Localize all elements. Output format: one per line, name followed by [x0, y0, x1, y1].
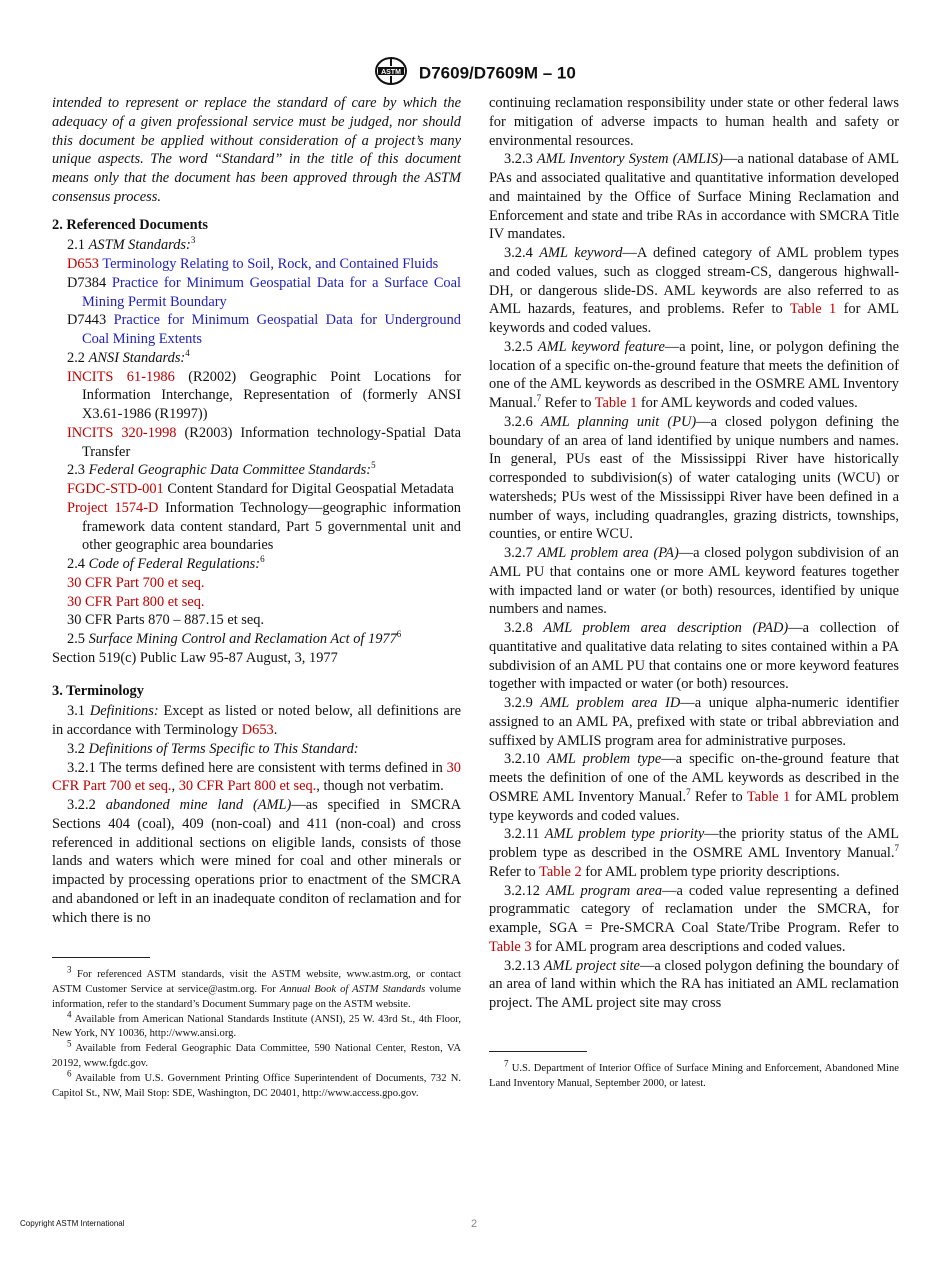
- link-table-1[interactable]: Table 1: [789, 301, 837, 318]
- link-cfr-700[interactable]: 30 CFR Part 700 et seq.: [52, 759, 461, 795]
- standard-designation: D7609/D7609M – 10: [418, 63, 576, 83]
- section-3-2-3: 3.2.3 AML Inventory System (AMLIS)—a national database of AML PAs and associated qualitative and quantitative information developed and maintained by the Office of Surface Mining Reclamation and Enforcement and state and tribe RAs in accordance with SMCRA Title IV mandates.: [489, 151, 899, 243]
- section-3-2-5: 3.2.5 AML keyword feature—a point, line, or polygon defining the location of a specific on-the-ground feature that meets the definition of one of the AML keywords as described in the OSMRE AML Inventory Manual.$^7$ Refer to Table 1 for AML keywords and coded values.: [489, 338, 899, 411]
- section-2-3: 2.3 Federal Geographic Data Committee Standards:$^5$: [67, 460, 376, 479]
- section-2-5-sub: Section 519(c) Public Law 95-87 August, 3, 1977: [52, 649, 338, 666]
- right-column: [489, 94, 899, 1091]
- section-3-2-1: 3.2.1 The terms defined here are consistent with terms defined in 30 CFR Part 700 et seq., 30 CFR Part 800 et seq., though not verbatim.: [52, 759, 461, 795]
- section-3-2: 3.2 Definitions of Terms Specific to This Standard:: [67, 740, 359, 757]
- footnotes-right: [489, 1058, 899, 1092]
- ref-cfr-800[interactable]: 30 CFR Part 800 et seq.: [67, 593, 205, 610]
- footnote-4: $^4$ Available from American National Standards Institute (ANSI), 25 W. 43rd St., 4th Floor, New York, NY 10036, http://www.ansi.org.: [52, 1009, 461, 1040]
- section-3-1: 3.1 Definitions: Except as listed or noted below, all definitions are in accordance with Terminology D653.: [52, 703, 461, 738]
- ref-d7384[interactable]: D7384 Practice for Minimum Geospatial Data for a Surface Coal Mining Permit Boundary: [67, 274, 461, 310]
- section-3-2-6: 3.2.6 AML planning unit (PU)—a closed polygon defining the boundary of an area of land identified by unique numbers and names. In general, PUs east of the Mississippi River have historically corresponded to subdivision(s) of water cataloging units (WCU) or watersheds; PUs west of the Mississippi River have been defined in a number of ways, including quadrangles, grazing districts, townships, counties, or entire WCU.: [489, 413, 899, 543]
- ref-d653[interactable]: [52, 255, 461, 274]
- page-number: 2: [471, 1218, 478, 1230]
- section-3-heading: 3. Terminology: [52, 682, 144, 699]
- copyright-notice: Copyright ASTM International: [20, 1219, 125, 1228]
- ref-fgdc: FGDC-STD-001 Content Standard for Digital Geospatial Metadata: [67, 481, 454, 497]
- ref-incits-61: INCITS 61-1986 (R2002) Geographic Point Locations for Information Interchange, Representation of (formerly ANSI X3.61-1986 (R1997)): [67, 368, 461, 422]
- svg-text:ASTM: ASTM: [381, 69, 402, 76]
- page-header: [0, 56, 950, 91]
- astm-logo-icon: [374, 56, 408, 91]
- section-2-1: 2.1 ASTM Standards:$^3$: [67, 235, 196, 254]
- section-3-2-7: 3.2.7 AML problem area (PA)—a closed polygon subdivision of an AML PU that contains one or more AML keyword features together with impacted land or water (or both) resources, identified by unique numbers and names.: [489, 545, 899, 618]
- ref-project: Project 1574-D Information Technology—geographic information framework data content standard, Part 5 governmental unit and other geographic area boundaries: [67, 499, 461, 554]
- intro-paragraph: intended to represent or replace the standard of care by which the adequacy of a given professional service must be judged, nor should this document be applied without consideration of a project’s many unique aspects. The word “Standard” in the title of this document means only that the document has been approved through the ASTM consensus process.: [52, 95, 461, 205]
- link-table-2[interactable]: Table 2: [539, 863, 582, 880]
- footnote-5: $^5$ Available from Federal Geographic Data Committee, 590 National Center, Reston, VA 20192, www.fgdc.gov.: [52, 1038, 461, 1070]
- link-table-1[interactable]: Table 1: [594, 395, 638, 411]
- section-3-2-12: 3.2.12 AML program area—a coded value representing a defined programmatic category of reclamation under the SMCRA, for example, SGA = Pre-SMCRA Coal State/Tribe Program. Refer to Table 3 for AML program area descriptions and coded values.: [489, 882, 899, 955]
- section-3-2-10: 3.2.10 AML problem type—a specific on-the-ground feature that meets the definition of one of the AML keywords as described in the OSMRE AML Inventory Manual.$^7$ Refer to Table 1 for AML problem type keywords and coded values.: [489, 751, 899, 824]
- section-2-heading: 2. Referenced Documents: [52, 216, 208, 233]
- footnote-6: $^6$ Available from U.S. Government Printing Office Superintendent of Documents, 732 N. Capitol St., NW, Mail Stop: SDE, Washington, DC 20401, http://www.access.gpo.gov.: [52, 1068, 461, 1099]
- ref-d653-title[interactable]: Terminology Relating to Soil, Rock, and Contained Fluids: [102, 256, 439, 272]
- ref-fgdc-link[interactable]: FGDC-STD-001: [67, 481, 164, 497]
- link-table-1[interactable]: Table 1: [746, 788, 791, 805]
- footnote-7: $^7$ U.S. Department of Interior Office of Surface Mining and Enforcement, Abandoned Mine Land Inventory Manual, September 2000, or latest.: [489, 1058, 899, 1089]
- ref-d7384-title[interactable]: Practice for Minimum Geospatial Data for a Surface Coal Mining Permit Boundary: [82, 274, 461, 310]
- link-cfr-800[interactable]: 30 CFR Part 800 et seq.: [178, 778, 317, 795]
- ref-d7443[interactable]: D7443 Practice for Minimum Geospatial Data for Underground Coal Mining Extents: [67, 312, 461, 347]
- section-3-2-11: 3.2.11 AML problem type priority—the priority status of the AML problem type as described in the OSMRE AML Inventory Manual.$^7$ Refer to Table 2 for AML problem type priority descriptions.: [489, 826, 900, 880]
- ref-cfr-870: 30 CFR Parts 870 – 887.15 et seq.: [67, 612, 265, 629]
- left-column: [52, 94, 461, 1101]
- section-2-4: 2.4 Code of Federal Regulations:$^6$: [67, 554, 265, 572]
- ref-incits-61-link[interactable]: INCITS 61-1986: [67, 368, 175, 385]
- section-2-5: 2.5 Surface Mining Control and Reclamation Act of 1977$^6$: [67, 629, 402, 647]
- ref-d7443-title[interactable]: Practice for Minimum Geospatial Data for Underground Coal Mining Extents: [82, 312, 461, 347]
- section-3-2-4: 3.2.4 AML keyword—A defined category of AML problem types and coded values, such as clogged stream-CS, dangerous highwall-DH, or dangerous slide-DS. AML keywords are also referred to as AML hazards, features, and problems. Refer to Table 1 for AML keywords and coded values.: [489, 245, 900, 336]
- ref-project-link[interactable]: Project 1574-D: [67, 499, 159, 516]
- ref-incits-320-link[interactable]: INCITS 320-1998: [67, 424, 177, 441]
- ref-cfr-700[interactable]: 30 CFR Part 700 et seq.: [67, 574, 205, 591]
- footnote-rule: [489, 1051, 587, 1052]
- section-3-2-8: 3.2.8 AML problem area description (PAD)—a collection of quantitative and qualitative data relating to sites contained within a PA subdivision of an AML PU that contains one or more keyword features together with impacted or water (or both) resources.: [489, 620, 899, 693]
- continuation-paragraph: continuing reclamation responsibility under state or other federal laws for mitigation of adverse impacts to human health and safety or environmental resources.: [489, 95, 899, 149]
- section-3-2-2: 3.2.2 abandoned mine land (AML)—as specified in SMCRA Sections 404 (coal), 409 (non-coal) and 411 (non-coal) and cross referenced in additional sections on eligible lands, consists of those lands and waters which were mined for coal and other minerals or impacted by processing operations prior to enactment of the SMCRA and abandoned or left in an inadequate conditon of reclamation and for which there is no: [52, 797, 461, 926]
- footnote-3: $^3$ For referenced ASTM standards, visit the ASTM website, www.astm.org, or contact ASTM Customer Service at service@astm.org. For Annual Book of ASTM Standards volume information, refer to the standard’s Document Summary page on the ASTM website.: [52, 964, 461, 1010]
- ref-d653-code[interactable]: D653: [67, 256, 99, 272]
- section-3-2-13: 3.2.13 AML project site—a closed polygon defining the boundary of an area of land within which the RA has initiated an AML reclamation project. The AML project site may cross: [489, 957, 899, 1011]
- footnote-rule: [52, 957, 150, 958]
- section-2-2: 2.2 ANSI Standards:$^4$: [67, 347, 190, 366]
- section-3-2-9: 3.2.9 AML problem area ID—a unique alpha-numeric identifier assigned to an AML PA, prefixed with state or tribal abbreviation and suffixed by AMLIS program area for administrative purposes.: [489, 695, 899, 749]
- ref-incits-320: INCITS 320-1998 (R2003) Information technology-Spatial Data Transfer: [67, 424, 461, 460]
- footnotes: [52, 964, 461, 1101]
- link-d653[interactable]: D653: [241, 722, 274, 738]
- link-table-3[interactable]: Table 3: [489, 938, 532, 955]
